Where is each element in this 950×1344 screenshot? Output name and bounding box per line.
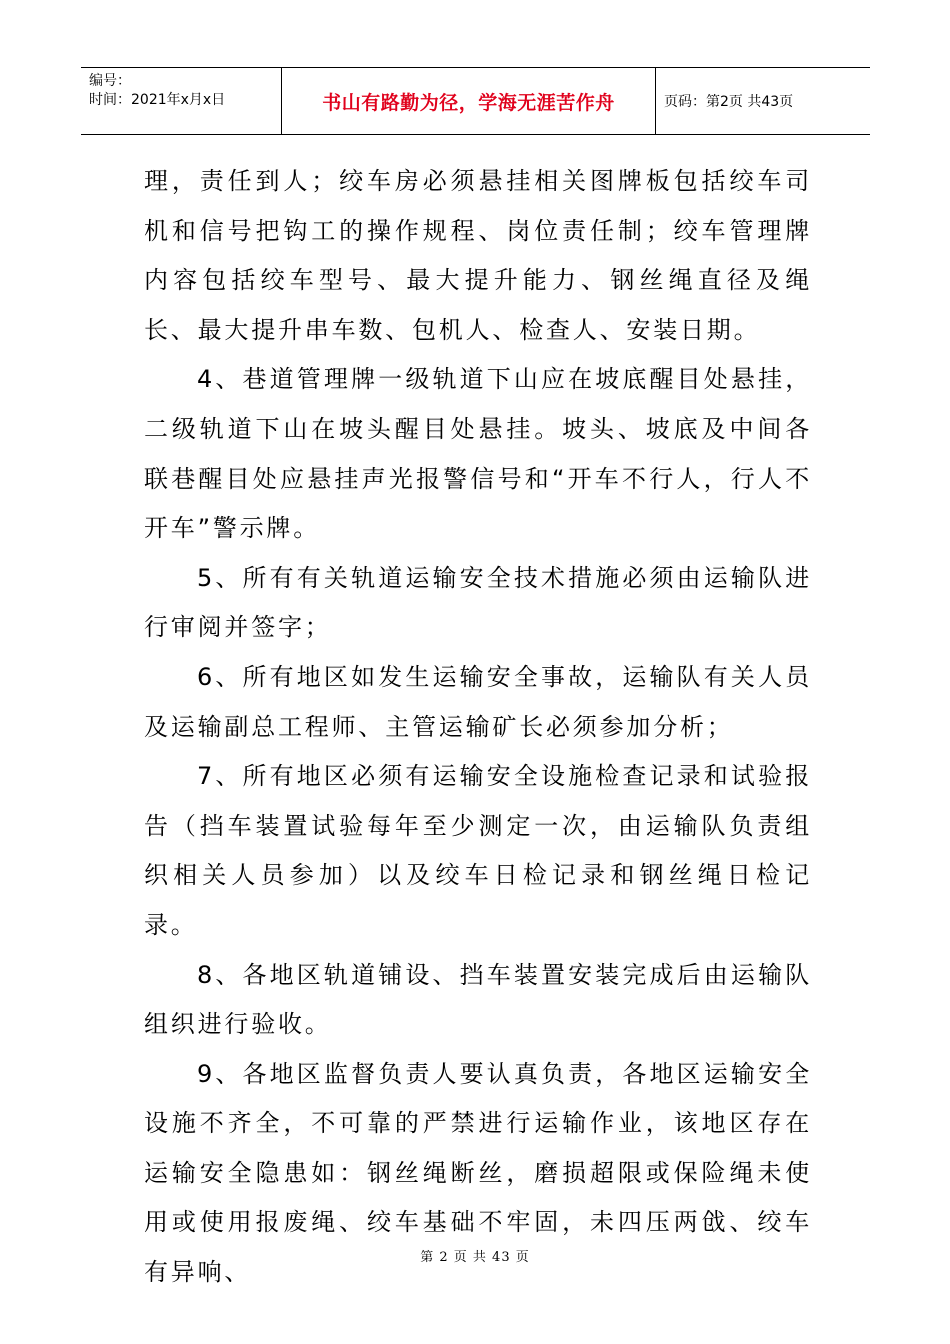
header-motto: 书山有路勤为径，学海无涯苦作舟 — [282, 68, 656, 134]
body-paragraph: 7、所有地区必须有运输安全设施检查记录和试验报告（挡车装置试验每年至少测定一次，由运输队负责组织相关人员参加）以及绞车日检记录和钢丝绳日检记录。 — [144, 762, 812, 939]
body-paragraph: 4、巷道管理牌一级轨道下山应在坡底醒目处悬挂，二级轨道下山在坡头醒目处悬挂。坡头、坡底及中间各联巷醒目处应悬挂声光报警信号和“开车不行人，行人不开车”警示牌。 — [144, 365, 812, 543]
page-header — [81, 67, 870, 135]
body-paragraph: 9、各地区监督负责人要认真负责，各地区运输安全设施不齐全，不可靠的严禁进行运输作业，该地区存在运输安全隐患如：钢丝绳断丝，磨损超限或保险绳未使用或使用报废绳、绞车基础不牢固，未四压两戗、绞车有异响、 — [144, 1059, 812, 1287]
body-paragraph: 6、所有地区如发生运输安全事故，运输队有关人员及运输副总工程师、主管运输矿长必须参加分析； — [144, 662, 812, 741]
body-paragraph: 5、所有有关轨道运输安全技术措施必须由运输队进行审阅并签字； — [144, 563, 812, 642]
header-meta — [81, 68, 282, 134]
body-paragraph: 理，责任到人；绞车房必须悬挂相关图牌板包括绞车司机和信号把钩工的操作规程、岗位责任制；绞车管理牌内容包括绞车型号、最大提升能力、钢丝绳直径及绳长、最大提升串车数、包机人、检查人、安装日期。 — [144, 167, 812, 344]
document-time-label: 时间：2021年x月x日 — [89, 92, 226, 108]
header-page-info: 页码：第2页 共43页 — [664, 94, 794, 110]
document-number-label: 编号： — [89, 73, 131, 89]
page-footer: 第 2 页 共 43 页 — [420, 1250, 530, 1265]
document-body — [144, 157, 812, 1298]
body-paragraph: 8、各地区轨道铺设、挡车装置安装完成后由运输队组织进行验收。 — [144, 960, 812, 1039]
